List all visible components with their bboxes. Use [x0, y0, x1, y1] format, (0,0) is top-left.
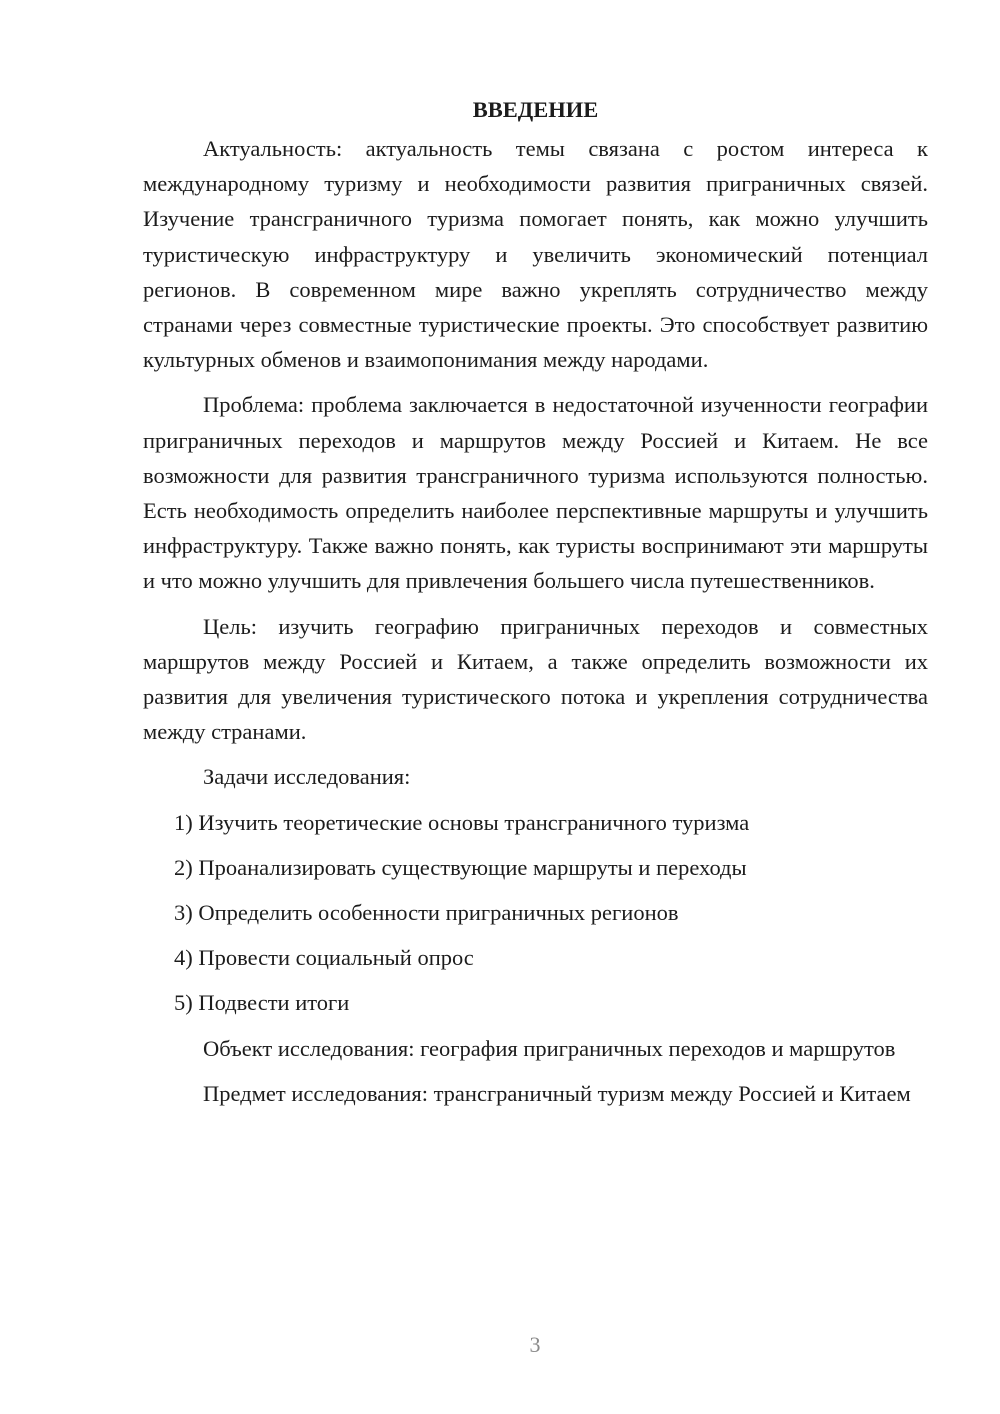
task-item: 2) Проанализировать существующие маршруты и переходы [174, 854, 747, 880]
tasks-list [143, 805, 928, 1021]
task-item: 5) Подвести итоги [174, 990, 350, 1016]
subject-paragraph: Предмет исследования: трансграничный туризм между Россией и Китаем [203, 1080, 911, 1106]
tasks-heading: Задачи исследования: [203, 764, 411, 790]
goal-paragraph: Цель: изучить географию приграничных переходов и совместных маршрутов между Россией и Китаем, а также определить возможности их развития для увеличения туристического потока и укрепления сотрудничества между странами. [143, 613, 928, 745]
task-item: 1) Изучить теоретические основы трансграничного туризма [174, 809, 750, 835]
problem-paragraph: Проблема: проблема заключается в недостаточной изученности географии приграничных переходов и маршрутов между Россией и Китаем. Не все возможности для развития трансграничного туризма используются полностью. Есть необходимость определить наиболее перспективные маршруты и улучшить инфраструктуру. Также важно понять, как туристы воспринимают эти маршруты и что можно улучшить для привлечения большего числа путешественников. [143, 392, 928, 594]
document-body [143, 92, 928, 1121]
relevance-paragraph: Актуальность: актуальность темы связана с ростом интереса к международному туризму и необходимости развития приграничных связей. Изучение трансграничного туризма помогает понять, как можно улучшить туристическую инфраструктуру и увеличить экономический потенциал регионов. В современном мире важно укреплять сотрудничество между странами через совместные туристические проекты. Это способствует развитию культурных обменов и взаимопонимания между народами. [143, 136, 928, 373]
task-item: 3) Определить особенности приграничных регионов [174, 900, 679, 926]
task-item: 4) Провести социальный опрос [174, 945, 474, 971]
page-number: 3 [529, 1332, 541, 1357]
object-paragraph: Объект исследования: география приграничных переходов и маршрутов [203, 1035, 896, 1061]
page-title: ВВЕДЕНИЕ [472, 97, 599, 122]
